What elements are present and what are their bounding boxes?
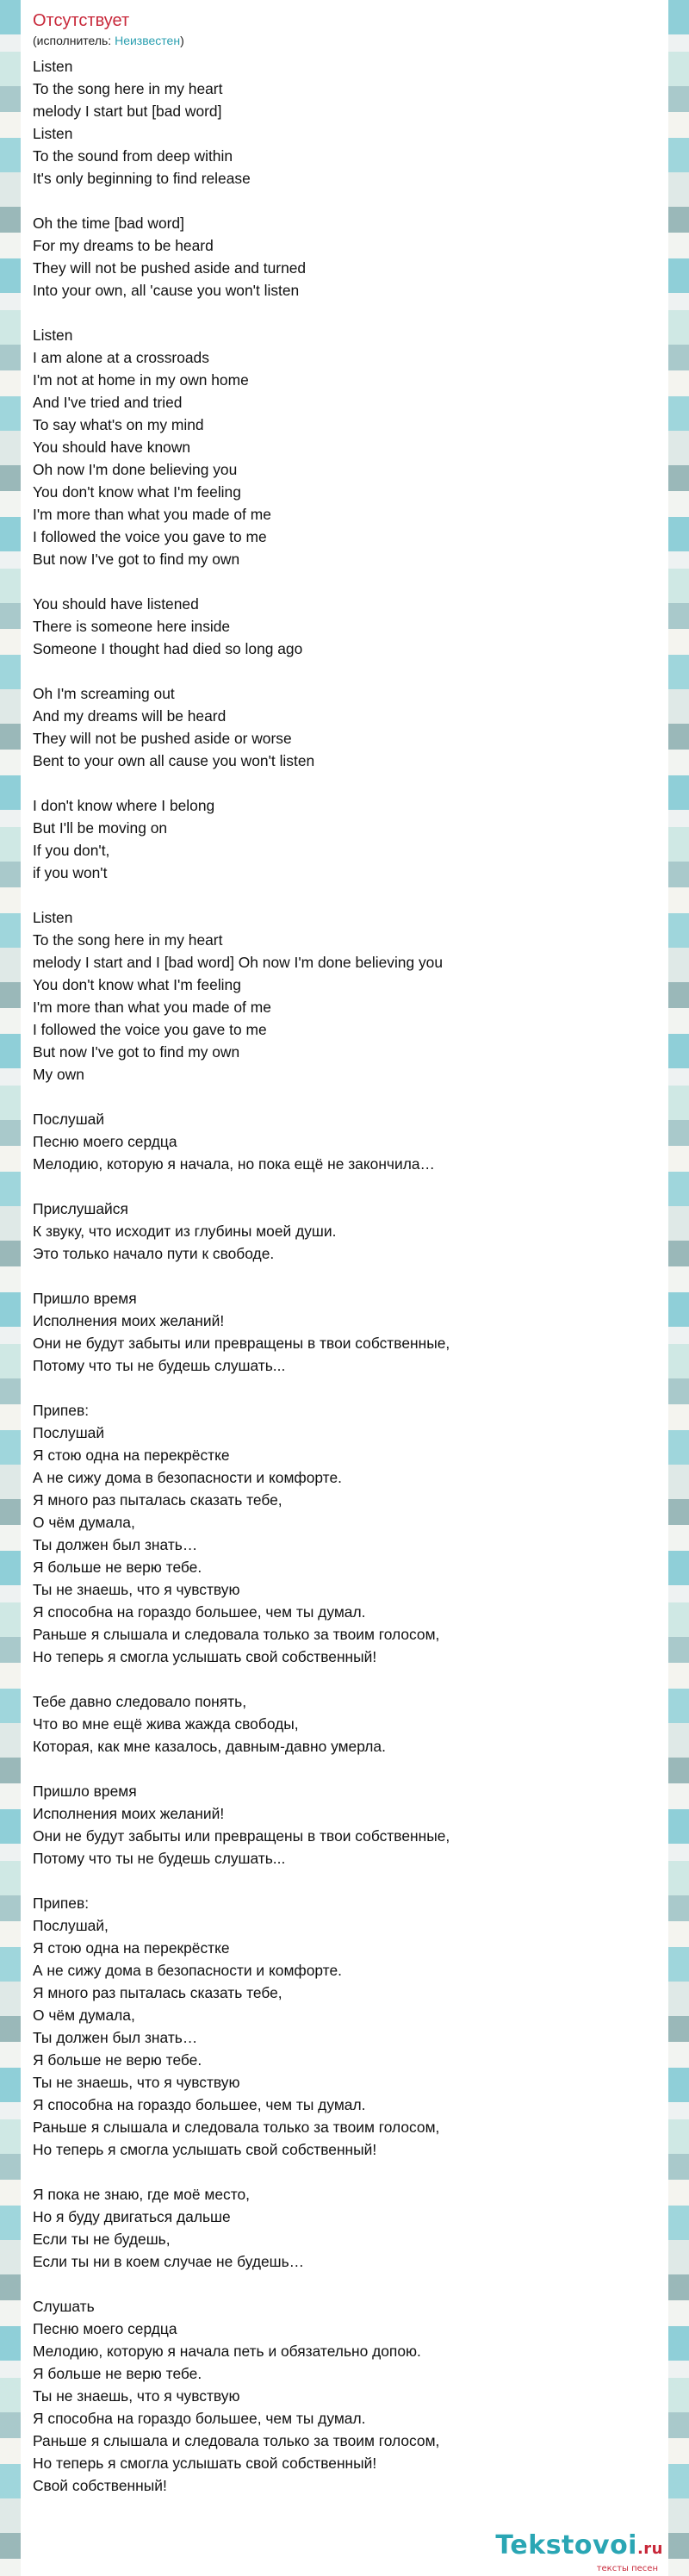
lyric-line: And my dreams will be heard (33, 707, 227, 725)
logo-subtitle: тексты песен (596, 2564, 658, 2573)
lyrics-stanza (33, 324, 656, 570)
lyric-line: Oh the time [bad word] (33, 215, 184, 232)
logo-name: Tekstovoi (495, 2530, 637, 2560)
lyric-line: Исполнения моих желаний! (33, 1805, 225, 1822)
lyric-line: Раньше я слышала и следовала только за твоим голосом, (33, 2119, 440, 2136)
lyric-line: It's only beginning to find release (33, 170, 251, 187)
lyric-line: Пришло время (33, 1290, 137, 1307)
lyric-line: I'm more than what you made of me (33, 506, 271, 523)
lyric-line: Свой собственный! (33, 2477, 167, 2494)
lyrics-stanza (33, 212, 656, 302)
logo-wordmark (495, 2531, 663, 2564)
lyric-line: Припев: (33, 1895, 90, 1912)
lyric-line: Песню моего сердца (33, 2320, 177, 2337)
lyric-line: To say what's on my mind (33, 416, 204, 433)
artist-line (33, 33, 656, 48)
lyric-line: They will not be pushed aside and turned (33, 259, 307, 277)
lyric-line: Но теперь я смогла услышать свой собственный! (33, 2455, 377, 2472)
lyric-line: You should have listened (33, 595, 199, 613)
lyric-line: I'm more than what you made of me (33, 999, 271, 1016)
lyrics-card (21, 0, 668, 2576)
lyric-line: To the sound from deep within (33, 147, 233, 165)
lyric-line: I'm not at home in my own home (33, 371, 249, 389)
lyric-line: Раньше я слышала и следовала только за твоим голосом, (33, 1626, 440, 1643)
lyric-line: Потому что ты не будешь слушать... (33, 1850, 286, 1867)
lyric-line: Которая, как мне казалось, давным-давно умерла. (33, 1738, 386, 1755)
lyric-line: Oh I'm screaming out (33, 685, 175, 702)
lyric-line: Послушай, (33, 1917, 109, 1934)
lyric-line: Я пока не знаю, где моё место, (33, 2186, 250, 2203)
lyrics-stanza (33, 1780, 656, 1870)
lyric-line: Listen (33, 909, 73, 926)
lyric-line: Oh now I'm done believing you (33, 461, 238, 478)
lyric-line: Но теперь я смогла услышать свой собственный! (33, 2141, 377, 2158)
lyric-line: Прислушайся (33, 1200, 128, 1217)
artist-link[interactable]: Неизвестен (115, 34, 181, 47)
lyric-line: Что во мне ещё жива жажда свободы, (33, 1715, 299, 1733)
logo-tld: .ru (636, 2540, 663, 2558)
lyric-line: Потому что ты не будешь слушать... (33, 1357, 286, 1374)
lyric-line: melody I start but [bad word] (33, 103, 222, 120)
lyric-line: And I've tried and tried (33, 394, 183, 411)
lyric-line: Припев: (33, 1402, 90, 1419)
lyric-line: I am alone at a crossroads (33, 349, 209, 366)
lyric-line: Bent to your own all cause you won't listen (33, 752, 315, 769)
lyric-line: Listen (33, 58, 73, 75)
lyric-line: К звуку, что исходит из глубины моей души. (33, 1223, 337, 1240)
lyric-line: Слушать (33, 2298, 95, 2315)
lyric-line: Я стою одна на перекрёстке (33, 1939, 230, 1957)
lyric-line: Someone I thought had died so long ago (33, 640, 303, 657)
lyric-line: Если ты не будешь, (33, 2231, 171, 2248)
lyric-line: But now I've got to find my own (33, 1043, 240, 1061)
lyric-line: I don't know where I belong (33, 797, 215, 814)
lyric-line: Мелодию, которую я начала, но пока ещё не закончила… (33, 1155, 435, 1173)
lyric-line: Ты должен был знать… (33, 2029, 198, 2046)
lyric-line: Послушай (33, 1111, 105, 1128)
lyric-line: Я способна на гораздо большее, чем ты думал. (33, 1603, 366, 1621)
lyric-line: Я много раз пыталась сказать тебе, (33, 1984, 282, 2001)
lyric-line: But I'll be moving on (33, 819, 168, 837)
artist-suffix: ) (180, 34, 184, 47)
lyric-line: I followed the voice you gave to me (33, 528, 267, 545)
lyric-line: Listen (33, 327, 73, 344)
lyric-line: Listen (33, 125, 73, 142)
lyrics-stanza (33, 1108, 656, 1175)
lyric-line: Ты не знаешь, что я чувствую (33, 1581, 240, 1598)
lyric-line: if you won't (33, 864, 108, 881)
lyric-line: Ты должен был знать… (33, 1536, 198, 1553)
lyric-line: Мелодию, которую я начала петь и обязательно допою. (33, 2343, 421, 2360)
lyrics-stanza (33, 2183, 656, 2273)
lyric-line: Но теперь я смогла услышать свой собственный! (33, 1648, 377, 1665)
lyric-line: Я стою одна на перекрёстке (33, 1447, 230, 1464)
site-logo[interactable] (495, 2531, 663, 2574)
lyric-line: Я способна на гораздо большее, чем ты думал. (33, 2410, 366, 2427)
lyric-line: Я много раз пыталась сказать тебе, (33, 1491, 282, 1509)
lyrics-stanza (33, 593, 656, 660)
lyric-line: To the song here in my heart (33, 80, 223, 97)
artist-prefix: (исполнитель: (33, 34, 115, 47)
lyric-line: Into your own, all 'cause you won't listen (33, 282, 300, 299)
lyrics-stanza (33, 682, 656, 772)
lyric-line: If you don't, (33, 842, 110, 859)
lyric-line: Ты не знаешь, что я чувствую (33, 2387, 240, 2405)
lyrics-stanza (33, 794, 656, 884)
lyric-line: Ты не знаешь, что я чувствую (33, 2074, 240, 2091)
lyric-line: Пришло время (33, 1783, 137, 1800)
lyric-line: О чём думала, (33, 1514, 135, 1531)
lyric-line: Я способна на гораздо большее, чем ты думал. (33, 2096, 366, 2113)
lyric-line: Исполнения моих желаний! (33, 1312, 225, 1329)
lyric-line: А не сижу дома в безопасности и комфорте. (33, 1469, 342, 1486)
lyric-line: But now I've got to find my own (33, 551, 240, 568)
lyric-line: Тебе давно следовало понять, (33, 1693, 247, 1710)
lyric-line: О чём думала, (33, 2007, 135, 2024)
lyric-line: Но я буду двигаться дальше (33, 2208, 231, 2225)
lyrics-stanza (33, 1892, 656, 2161)
lyric-line: They will not be pushed aside or worse (33, 730, 292, 747)
lyric-line: I followed the voice you gave to me (33, 1021, 267, 1038)
lyric-line: To the song here in my heart (33, 931, 223, 949)
lyric-line: Я больше не верю тебе. (33, 2051, 202, 2069)
lyric-line: melody I start and I [bad word] Oh now I'm done believing you (33, 954, 444, 971)
lyrics-stanza (33, 1690, 656, 1758)
lyric-line: There is someone here inside (33, 618, 231, 635)
lyric-line: Я больше не верю тебе. (33, 1559, 202, 1576)
lyric-line: Послушай (33, 1424, 105, 1441)
lyric-line: My own (33, 1066, 84, 1083)
lyric-line: Песню моего сердца (33, 1133, 177, 1150)
lyrics-stanza (33, 1198, 656, 1265)
lyrics-stanza (33, 55, 656, 190)
lyric-line: Раньше я слышала и следовала только за твоим голосом, (33, 2432, 440, 2449)
lyric-line: Они не будут забыты или превращены в твои собственные, (33, 1335, 450, 1352)
lyric-line: Они не будут забыты или превращены в твои собственные, (33, 1827, 450, 1845)
lyrics-stanza (33, 2295, 656, 2497)
lyric-line: You don't know what I'm feeling (33, 483, 241, 501)
lyric-line: For my dreams to be heard (33, 237, 214, 254)
lyric-line: Это только начало пути к свободе. (33, 1245, 275, 1262)
lyrics-body (33, 55, 656, 2497)
lyric-line: You don't know what I'm feeling (33, 976, 241, 993)
song-title: Отсутствует (33, 11, 130, 30)
lyrics-stanza (33, 1399, 656, 1668)
lyrics-stanza (33, 906, 656, 1086)
lyric-line: Если ты ни в коем случае не будешь… (33, 2253, 305, 2270)
lyrics-stanza (33, 1287, 656, 1377)
lyric-line: Я больше не верю тебе. (33, 2365, 202, 2382)
lyric-line: А не сижу дома в безопасности и комфорте. (33, 1962, 342, 1979)
lyric-line: You should have known (33, 439, 191, 456)
